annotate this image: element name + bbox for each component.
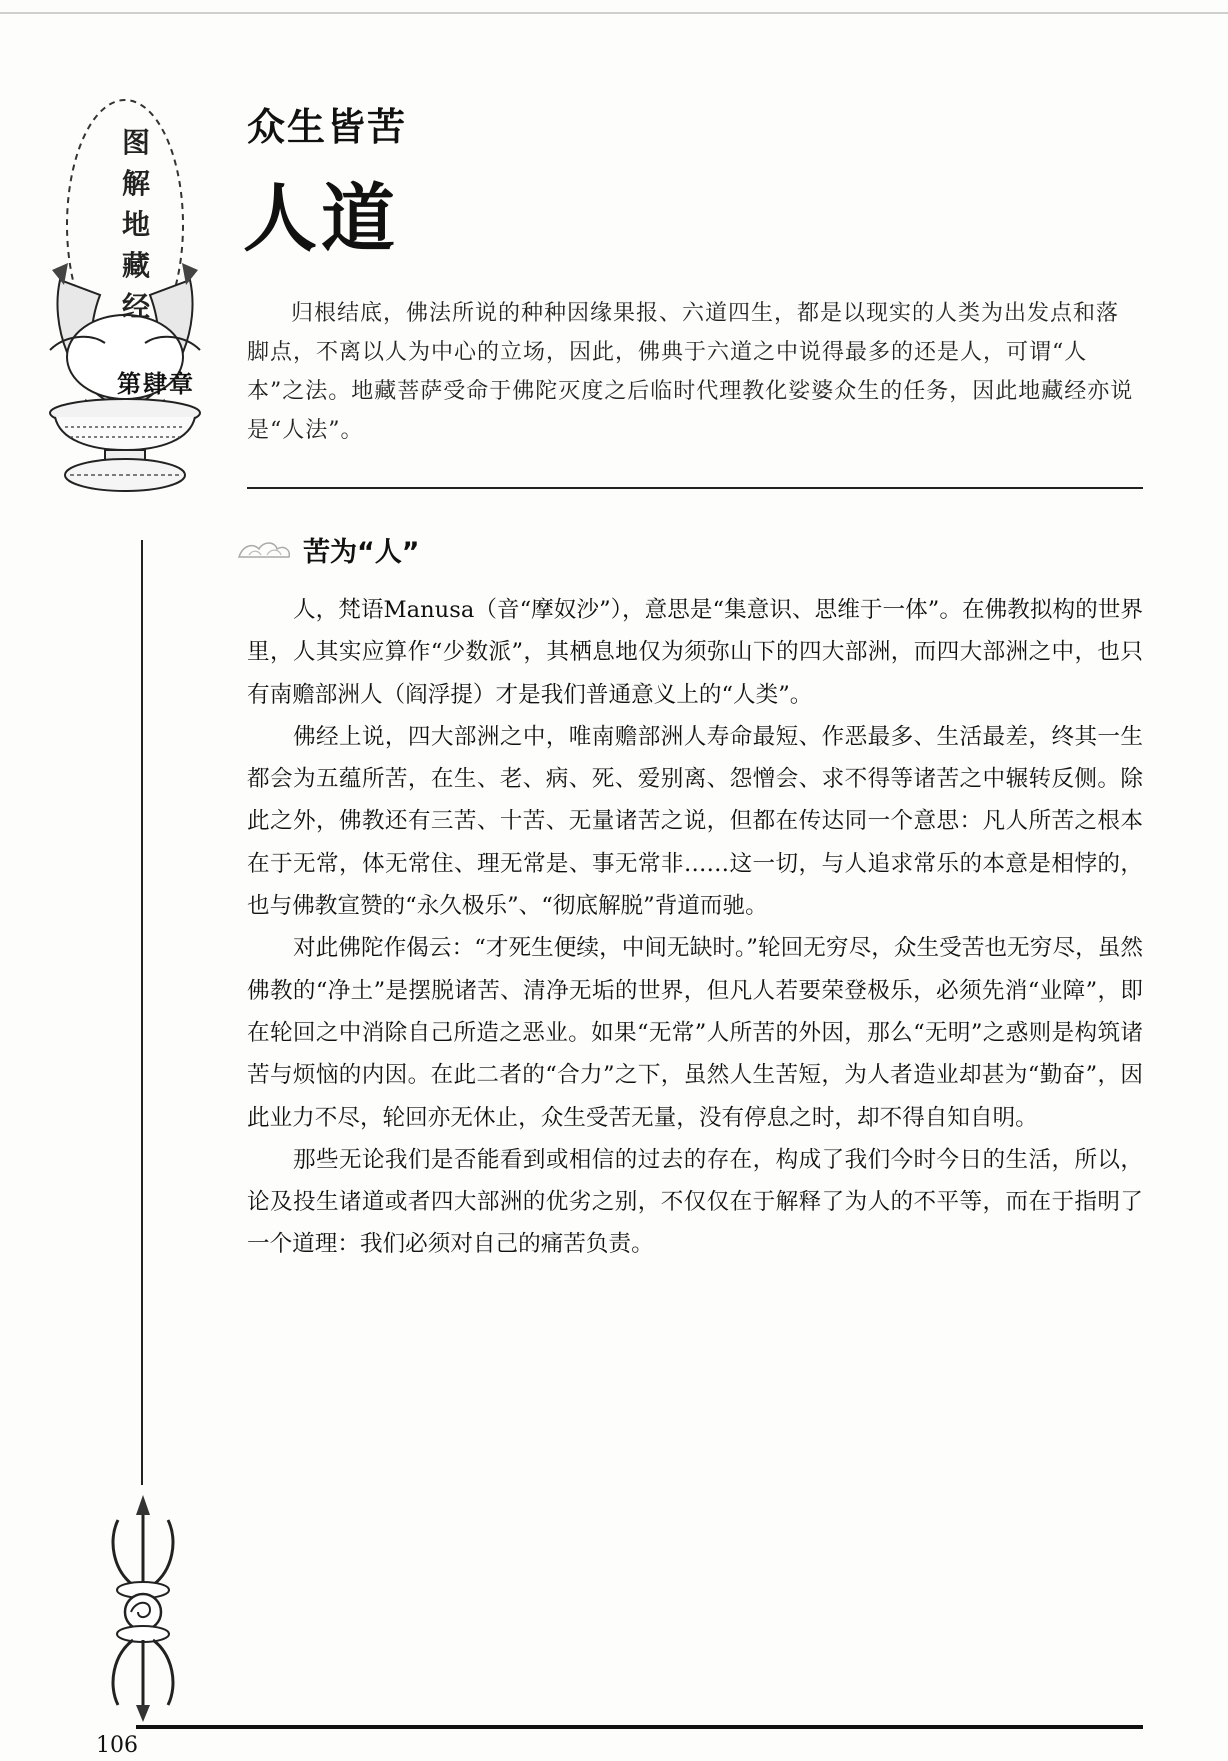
- footer-rule: [136, 1725, 1143, 1729]
- top-rule: [0, 12, 1228, 14]
- body-paragraph: 人，梵语Manusa（音“摩奴沙”），意思是“集意识、思维于一体”。在佛教拟构的世界里，人其实应算作“少数派”，其栖息地仅为须弥山下的四大部洲，而四大部洲之中，也只有南赡部洲人（阎浮提）才是我们普通意义上的“人类”。: [247, 597, 1143, 708]
- cloud-scroll-icon: [235, 535, 295, 565]
- book-title-char: 解: [121, 167, 150, 200]
- book-title-char: 经: [121, 290, 150, 323]
- page-supertitle: 众生皆苦: [247, 104, 408, 149]
- book-title-vertical: [118, 122, 154, 327]
- vajra-ornament-icon: [98, 1490, 188, 1725]
- body-paragraph: 那些无论我们是否能看到或相信的过去的存在，构成了我们今时今日的生活，所以，论及投生诸道或者四大部洲的优劣之别，不仅仅在于解释了为人的不平等，而在于指明了一个道理：我们必须对自己的痛苦负责。: [247, 1146, 1143, 1258]
- margin-vertical-line: [141, 540, 143, 1485]
- page-title: 人道: [243, 176, 399, 262]
- body-paragraph: 对此佛陀作偈云：“才死生便续，中间无缺时。”轮回无穷尽，众生受苦也无穷尽，虽然佛教的“净土”是摆脱诸苦、清净无垢的世界，但凡人若要荣登极乐，必须先消“业障”，即在轮回之中消除自己所造之恶业。如果“无常”人所苦的外因，那么“无明”之惑则是构筑诸苦与烦恼的内因。在此二者的“合力”之下，虽然人生苦短，为人者造业却甚为“勤奋”，因此业力不尽，轮回亦无休止，众生受苦无量，没有停息之时，却不得自知自明。: [247, 935, 1143, 1131]
- section-heading: [235, 530, 420, 569]
- intro-paragraph: 归根结底，佛法所说的种种因缘果报、六道四生，都是以现实的人类为出发点和落脚点，不离以人为中心的立场，因此，佛典于六道之中说得最多的还是人，可谓“人本”之法。地藏菩萨受命于佛陀灭度之后临时代理教化娑婆众生的任务，因此地藏经亦说是“人法”。: [247, 301, 1134, 443]
- book-title-char: 地: [121, 208, 150, 241]
- section-divider: [247, 487, 1143, 489]
- book-title-char: 藏: [121, 249, 150, 282]
- book-title-char: 图: [121, 126, 150, 159]
- section-body: [247, 589, 1143, 1266]
- chapter-number: 第肆章: [117, 370, 195, 398]
- body-paragraph: 佛经上说，四大部洲之中，唯南赡部洲人寿命最短、作恶最多、生活最差，终其一生都会为五蕴所苦，在生、老、病、死、爱别离、怨憎会、求不得等诸苦之中辗转反侧。除此之外，佛教还有三苦、十苦、无量诸苦之说，但都在传达同一个意思：凡人所苦之根本在于无常，体无常住、理无常是、事无常非……这一切，与人追求常乐的本意是相悖的，也与佛教宣赞的“永久极乐”、“彻底解脱”背道而驰。: [247, 723, 1143, 920]
- section-title: 苦为“人”: [303, 537, 420, 568]
- page-number: 106: [96, 1733, 138, 1758]
